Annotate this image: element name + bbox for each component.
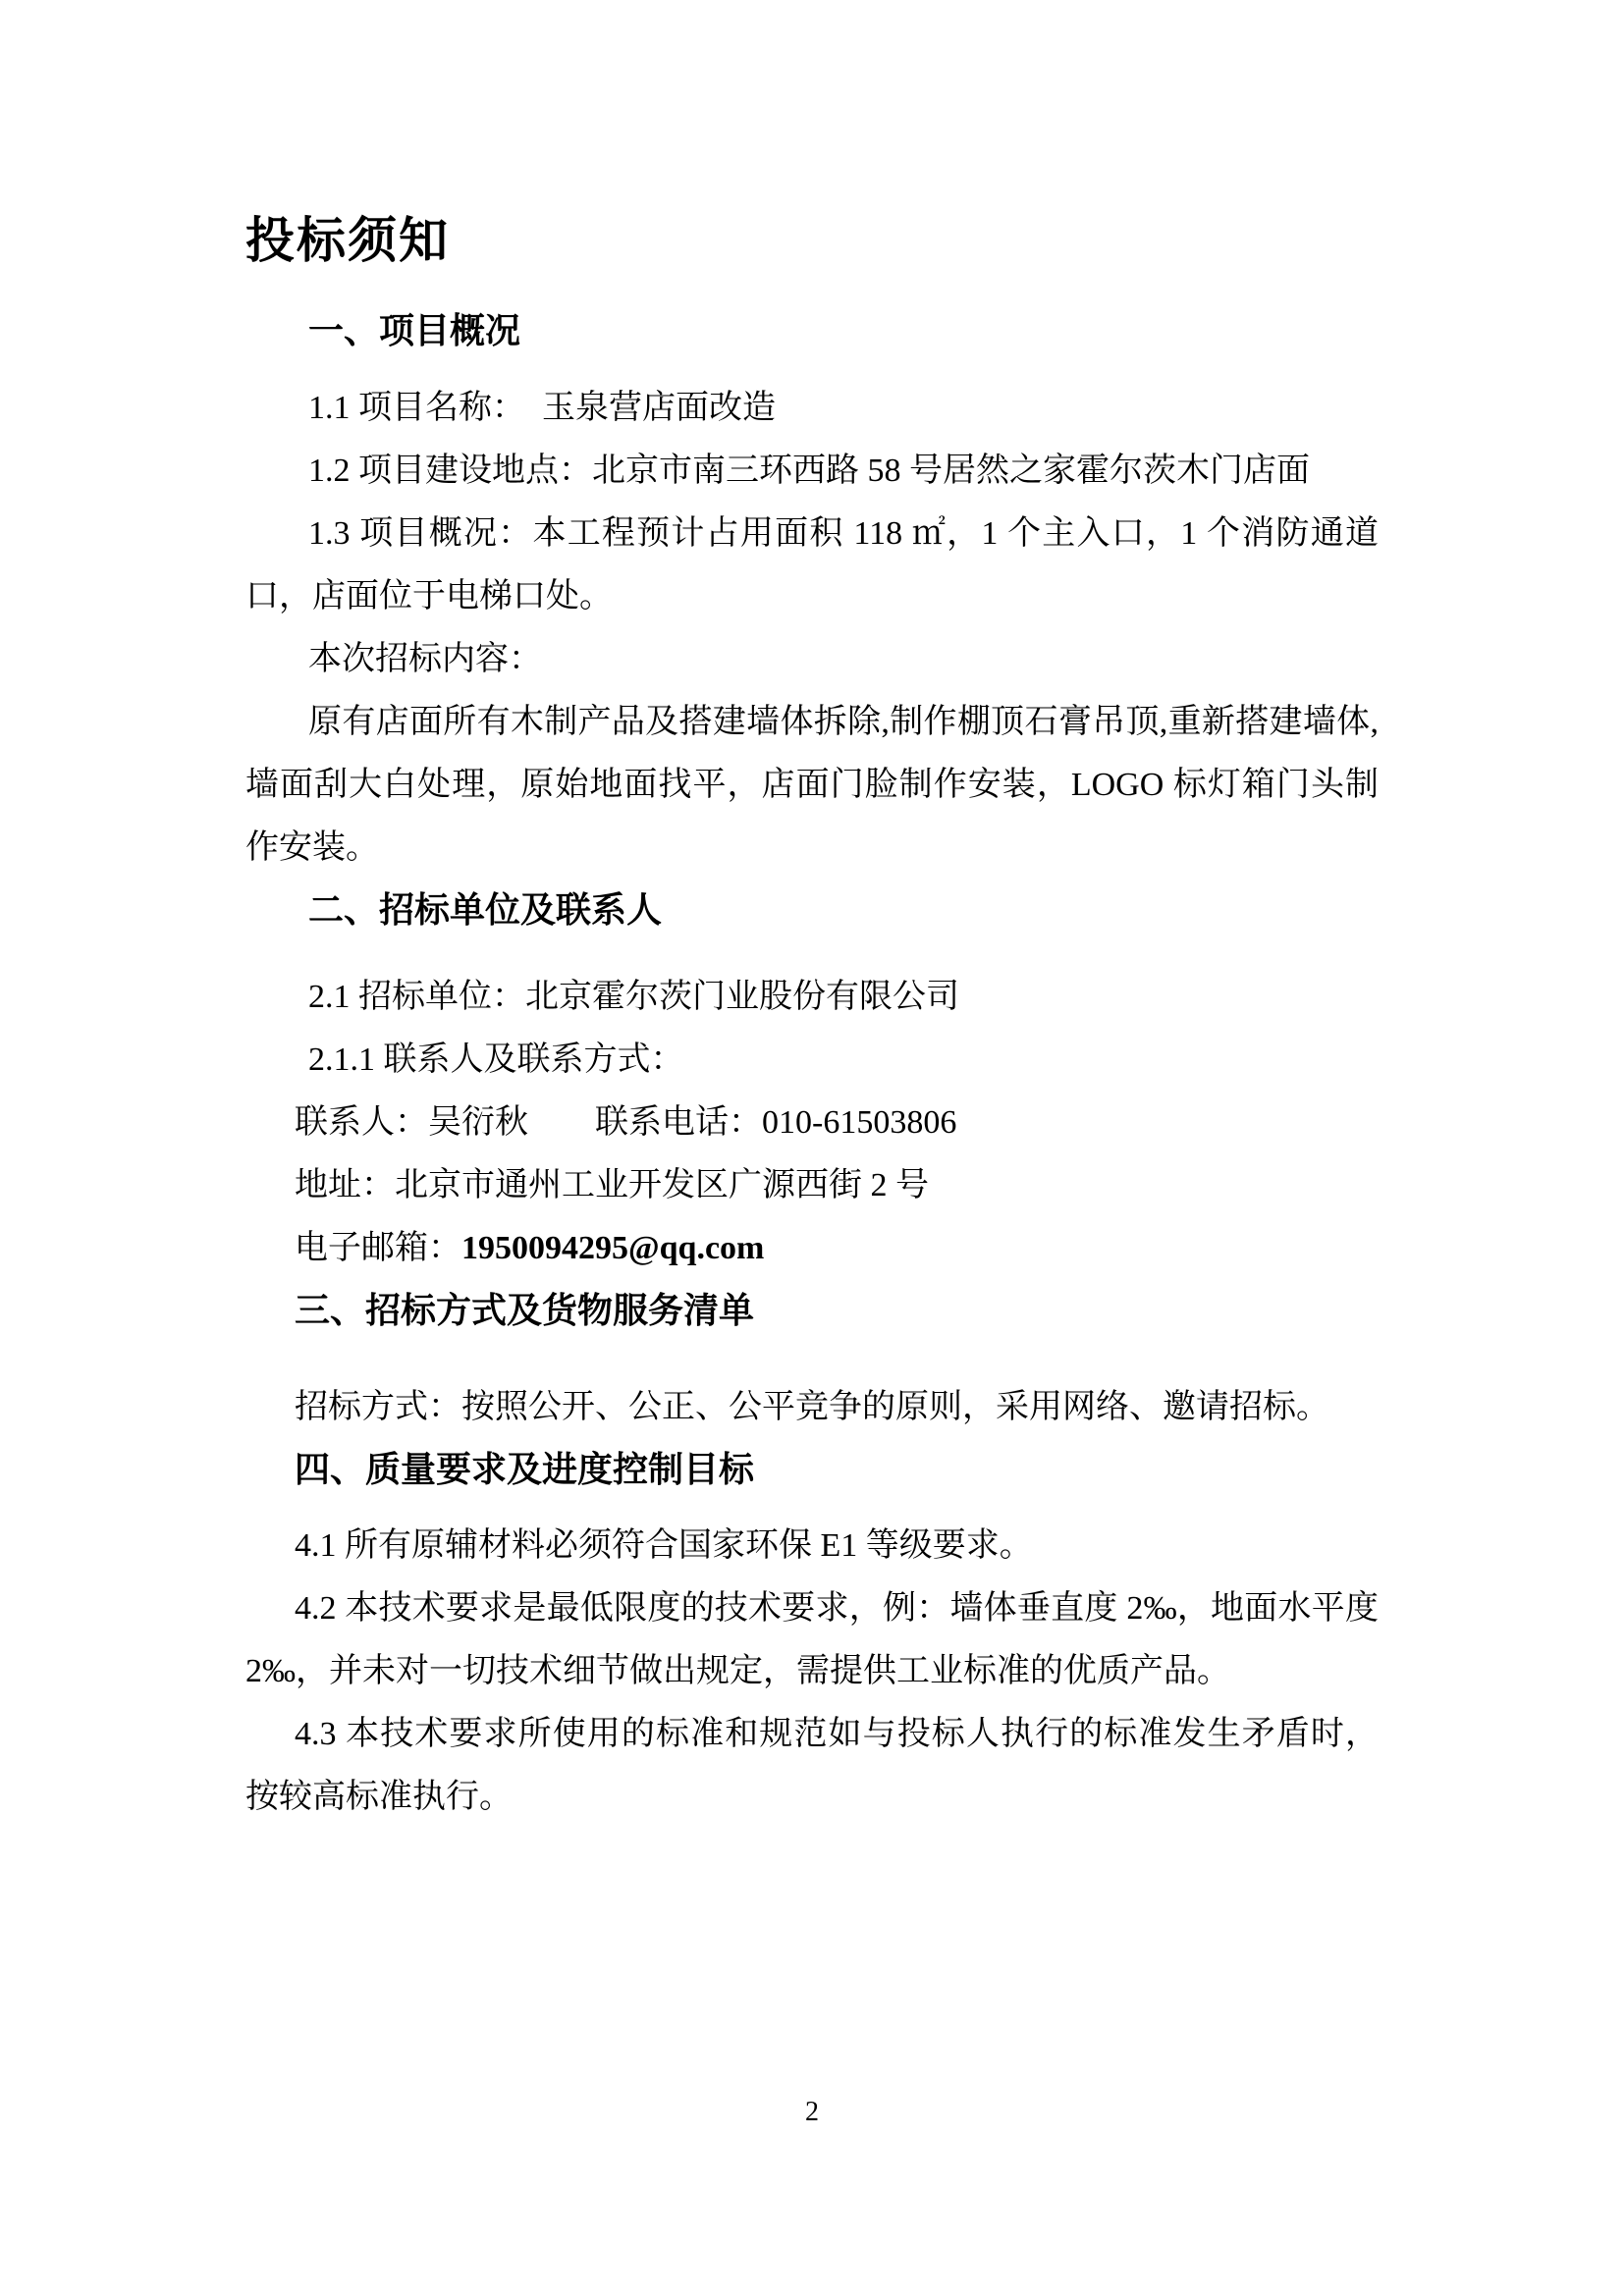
section-3-heading: 三、招标方式及货物服务清单 xyxy=(295,1291,755,1331)
para-tender-unit: 2.1 招标单位：北京霍尔茨门业股份有限公司 xyxy=(308,979,959,1015)
page-number: 2 xyxy=(805,2097,819,2127)
section-2-heading: 二、招标单位及联系人 xyxy=(308,890,663,931)
document-title: 投标须知 xyxy=(245,212,450,269)
para-contact-header: 2.1.1 联系人及联系方式： xyxy=(308,1041,684,1078)
para-tender-content-detail: 原有店面所有木制产品及搭建墙体拆除,制作棚顶石膏吊顶,重新搭建墙体,墙面刮大白处理，原始地面找平，店面门脸制作安装，LOGO 标灯箱门头制作安装。 xyxy=(245,704,1379,866)
para-quality-4-1: 4.1 所有原辅材料必须符合国家环保 E1 等级要求。 xyxy=(295,1527,1033,1564)
section-4-heading: 四、质量要求及进度控制目标 xyxy=(295,1450,755,1490)
para-quality-4-2: 4.2 本技术要求是最低限度的技术要求，例：墙体垂直度 2‰，地面水平度 2‰，并未对一切技术细节做出规定，需提供工业标准的优质产品。 xyxy=(245,1590,1379,1689)
section-1-heading: 一、项目概况 xyxy=(308,311,521,351)
para-address: 地址：北京市通州工业开发区广源西街 2 号 xyxy=(295,1167,929,1203)
para-project-name: 1.1 项目名称： 玉泉营店面改造 xyxy=(308,390,776,426)
para-tender-content-label: 本次招标内容： xyxy=(308,641,542,677)
email-label: 电子邮箱： xyxy=(295,1230,461,1266)
para-email xyxy=(245,1217,1379,1280)
para-tender-method: 招标方式：按照公开、公正、公平竞争的原则，采用网络、邀请招标。 xyxy=(295,1389,1329,1425)
para-quality-4-3: 4.3 本技术要求所使用的标准和规范如与投标人执行的标准发生矛盾时，按较高标准执行。 xyxy=(245,1716,1379,1815)
para-project-overview: 1.3 项目概况：本工程预计占用面积 118 ㎡，1 个主入口，1 个消防通道口，店面位于电梯口处。 xyxy=(245,515,1379,614)
para-project-location: 1.2 项目建设地点：北京市南三环西路 58 号居然之家霍尔茨木门店面 xyxy=(308,453,1310,489)
para-contact-person-phone: 联系人：吴衍秋 联系电话：010-61503806 xyxy=(295,1104,957,1141)
email-value: 1950094295@qq.com xyxy=(461,1230,765,1266)
